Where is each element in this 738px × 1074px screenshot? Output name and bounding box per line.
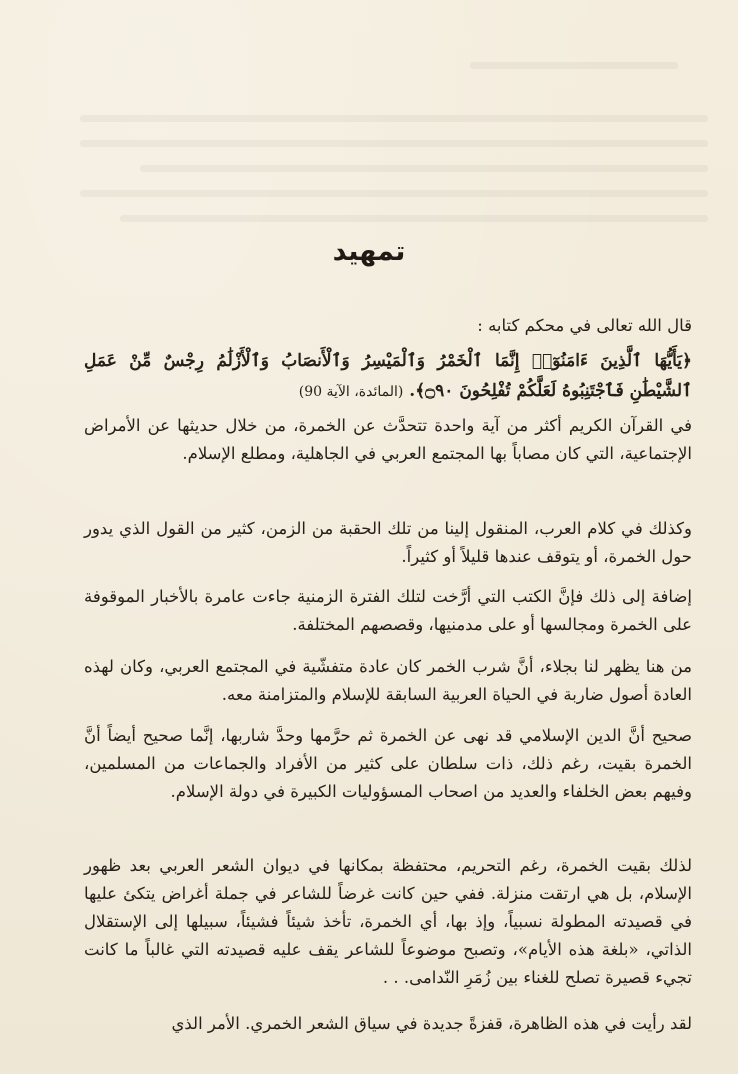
verse-text: ﴿يَأَيُّهَا ٱلَّذِينَ ءَامَنُوٓا۟ إِنَّمَا ٱلْخَمْرُ وَٱلْمَيْسِرُ وَٱلْأَنصَابُ وَٱلْأَزْلَٰمُ رِجْسٌ مِّنْ عَمَلِ ٱلشَّيْطَٰنِ فَٱجْتَنِبُوهُ لَعَلَّكُمْ تُفْلِحُونَ ۝٩٠﴾.: [84, 351, 692, 401]
paragraph: من هنا يظهر لنا بجلاء، أنَّ شرب الخمر كان عادة متفشّية في المجتمع العربي، وكان لهذه العادة أصول ضاربة في الحياة العربية السابقة للإسلام والمتزامنة معه.: [84, 657, 692, 704]
bleed-through-line: [120, 215, 708, 222]
paragraph: وكذلك في كلام العرب، المنقول إلينا من تلك الحقبة من الزمن، كثير من القول الذي يدور حول الخمرة، أو يتوقف عندها قليلاً أو كثيراً.: [84, 519, 692, 566]
paragraph: في القرآن الكريم أكثر من آية واحدة تتحدَّث عن الخمرة، من خلال حديثها عن الأمراض الإجتماعية، التي كان مصاباً بها المجتمع العربي في الجاهلية، ومطلع الإسلام.: [84, 416, 692, 463]
quran-verse: [84, 346, 692, 407]
verse-reference: (المائدة، الآية 90): [298, 384, 404, 400]
bleed-through-line: [80, 190, 708, 197]
bleed-through-line: [140, 165, 708, 172]
paragraph: لذلك بقيت الخمرة، رغم التحريم، محتفظة بمكانها في ديوان الشعر العربي بعد ظهور الإسلام، بل هي ارتقت منزلة. ففي حين كانت غرضاً للشاعر في جملة أغراض يتكئ عليها في قصيدته المطولة نسبياً، وإذ بها، أي الخمرة، تأخذ شيئاً فشيئاً، سبيلها إلى الإستقلال الذاتي، «بلغة هذه الأيام»، وتصبح موضوعاً للشاعر يقف عليه قصيدته التي غالباً ما كانت تجيء قصيرة تصلح للغناء بين زُمَرِ النّدامى. . .: [84, 856, 692, 987]
paragraph: صحيح أنَّ الدين الإسلامي قد نهى عن الخمرة ثم حرَّمها وحدَّ شاربها، إنَّما صحيح أيضاً أنَّ الخمرة بقيت، رغم ذلك، ذات سلطان على كثير من الأفراد والجماعات من المسلمين، وفيهم بعض الخلفاء والعديد من اصحاب المسؤوليات الكبيرة في دولة الإسلام.: [84, 726, 692, 801]
intro-line: قال الله تعالى في محكم كتابه :: [477, 316, 692, 335]
bleed-through-line: [470, 62, 678, 69]
bleed-through-line: [80, 140, 708, 147]
bleed-through-line: [80, 115, 708, 122]
paragraph: إضافة إلى ذلك فإنَّ الكتب التي أرَّخت لتلك الفترة الزمنية جاءت عامرة بالأخبار الموقوفة على الخمرة ومجالسها أو على مدمنيها، وقصصهم المختلفة.: [84, 587, 692, 634]
paragraph: لقد رأيت في هذه الظاهرة، قفزةً جديدة في سياق الشعر الخمري. الأمر الذي: [171, 1014, 692, 1033]
chapter-title: تمهيد: [332, 236, 406, 267]
